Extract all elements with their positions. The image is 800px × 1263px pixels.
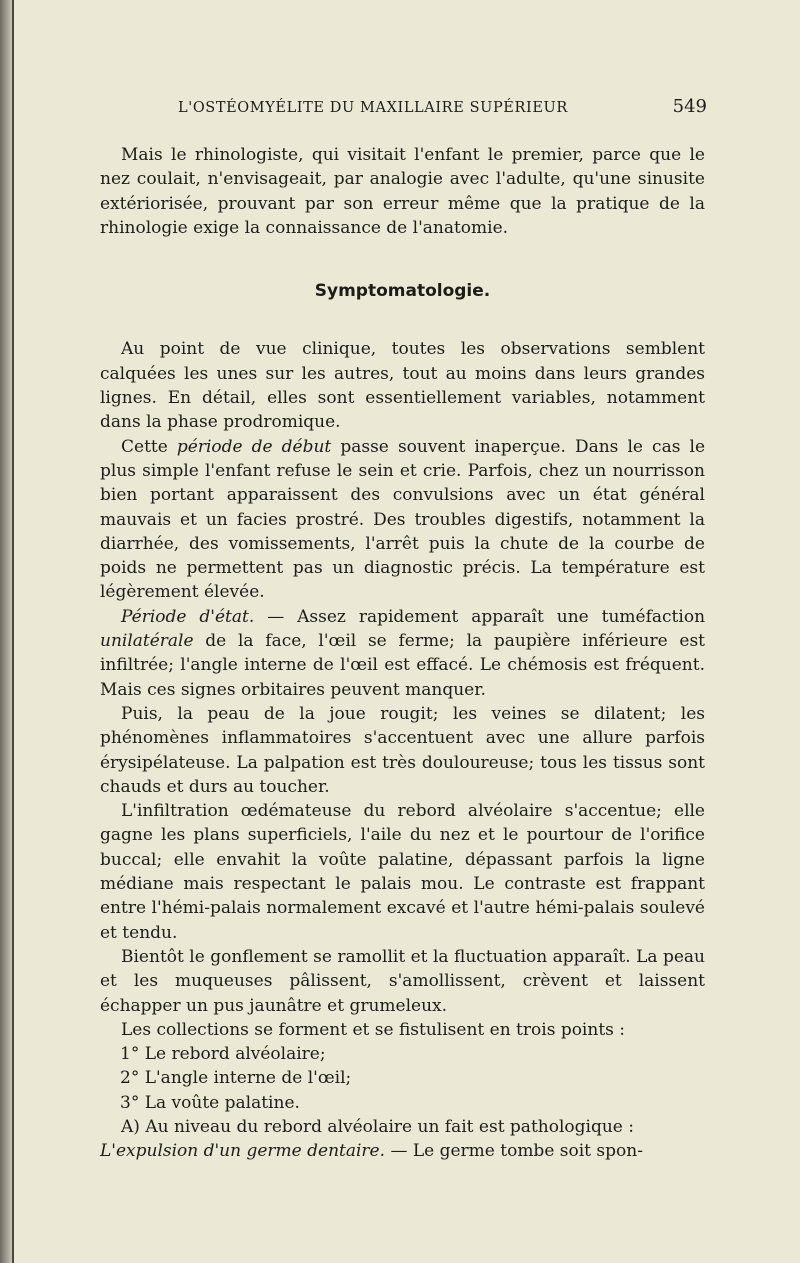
p2-before: Cette xyxy=(121,436,168,457)
p2-italic-term: période de début xyxy=(176,436,332,457)
paragraph-infiltration: L'infiltration œdémateuse du rebord alvéolaire s'accentue; elle gagne les plans superficiels, l'aile du nez et le pourtour de l'orifice buccal; elle envahit la voûte palatine, dépassant parfois la ligne médiane mais respectant le palais mou. Le contraste est frappant entre l'hémi-palais normalement excavé et l'autre hémi-palais soulevé et tendu. xyxy=(100,801,705,943)
section-heading: Symptomatologie. xyxy=(314,281,491,302)
paragraph-collections: Les collections se forment et se fistulisent en trois points : xyxy=(121,1019,626,1040)
paragraph-onset-period xyxy=(100,435,705,605)
running-title: L'OSTÉOMYÉLITE DU MAXILLAIRE SUPÉRIEUR xyxy=(178,100,568,116)
running-head xyxy=(100,92,705,122)
list-item: 2° L'angle interne de l'œil; xyxy=(120,1068,352,1089)
p9-after: — Le germe tombe soit spon- xyxy=(390,1141,643,1162)
p9-italic-term: L'expulsion d'un germe dentaire. xyxy=(100,1141,386,1162)
paragraph-alveolar-rim: A) Au niveau du rebord alvéolaire un fait est pathologique : xyxy=(121,1116,634,1137)
book-page xyxy=(100,92,705,1164)
page-body xyxy=(100,143,705,1164)
paragraph-clinical-view: Au point de vue clinique, toutes les observations semblent calquées les unes sur les autres, tout au moins dans leurs grandes lignes. En détail, elles sont essentiellement variables, notamment dans la phase prodromique. xyxy=(100,339,705,433)
list-item: 3° La voûte palatine. xyxy=(120,1092,300,1113)
p2-after: passe souvent inaperçue. Dans le cas le plus simple l'enfant refuse le sein et crie. Parfois, chez un nourrisson bien portant apparaissent des convulsions avec un état général mauvais et un facies prostré. Des troubles digestifs, notamment la diarrhée, des vomissements, l'arrêt puis la chute de la courbe de poids ne permettent pas un diagnostic précis. La température est légèrement élevée. xyxy=(100,436,706,603)
list-item: 1° Le rebord alvéolaire; xyxy=(120,1044,326,1065)
paragraph-germ-expulsion xyxy=(100,1139,705,1163)
page-number: 549 xyxy=(672,96,707,117)
p3-after: de la face, l'œil se ferme; la paupière inférieure est infiltrée; l'angle interne de l'œil est effacé. Le chémosis est fréquent. Mais ces signes orbitaires peuvent manquer. xyxy=(100,631,705,700)
p3-italic-unilateral: unilatérale xyxy=(100,631,194,652)
scan-binding-line xyxy=(12,0,14,1263)
paragraph-state-period xyxy=(100,605,705,702)
intro-paragraph: Mais le rhinologiste, qui visitait l'enfant le premier, parce que le nez coulait, n'envisageait, par analogie avec l'adulte, qu'une sinusite extériorisée, prouvant par son erreur même que la pratique de la rhinologie exige la connaissance de l'anatomie. xyxy=(100,145,705,238)
p3-italic-term: Période d'état. xyxy=(121,606,255,627)
paragraph-fluctuation: Bientôt le gonflement se ramollit et la fluctuation apparaît. La peau et les muqueuses pâlissent, s'amollissent, crèvent et laissent échapper un pus jaunâtre et grumeleux. xyxy=(100,946,705,1016)
paragraph-inflammation: Puis, la peau de la joue rougit; les veines se dilatent; les phénomènes inflammatoires s'accentuent avec une allure parfois érysipélateuse. La palpation est très douloureuse; tous les tissus sont chauds et durs au toucher. xyxy=(100,703,705,797)
p3-mid: — Assez rapidement apparaît une tuméfaction xyxy=(267,606,706,627)
